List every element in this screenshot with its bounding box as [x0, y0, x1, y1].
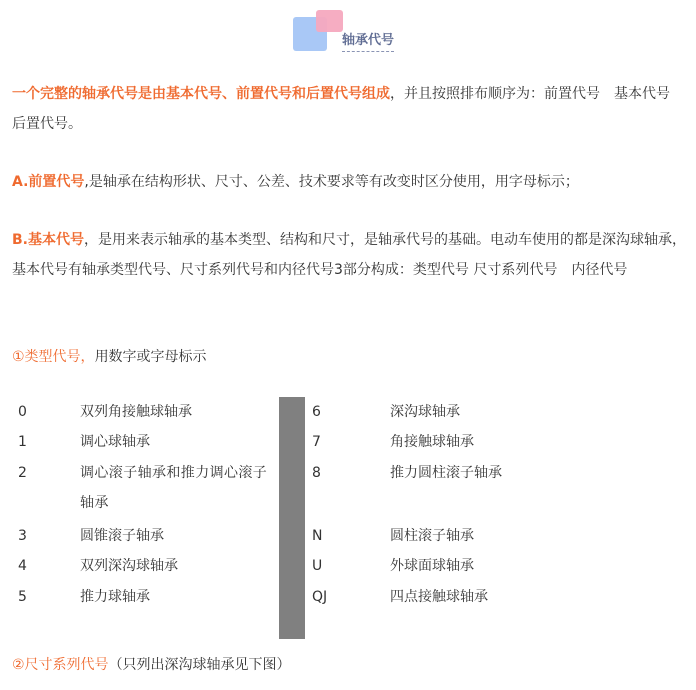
section-title: 轴承代号 [342, 29, 394, 52]
left-code: 4 [18, 558, 27, 574]
right-name: 推力圆柱滚子轴承 [390, 465, 502, 481]
left-code: 0 [18, 404, 27, 420]
size-code-label: ②尺寸系列代号 [12, 657, 109, 673]
article-header [0, 0, 696, 60]
right-code: U [312, 558, 323, 574]
left-code: 2 [18, 465, 27, 481]
size-code-text: （只列出深沟球轴承见下图） [108, 657, 291, 673]
left-code: 1 [18, 434, 27, 450]
right-name: 圆柱滚子轴承 [390, 528, 474, 544]
intro-rest: ，并且按照排布顺序为：前置代号 基本代号 后置代号。 [12, 86, 684, 132]
right-code: 8 [312, 465, 321, 481]
right-name: 外球面球轴承 [390, 558, 474, 574]
section-a-paragraph [12, 167, 688, 197]
right-name: 四点接触球轴承 [390, 589, 488, 605]
section-b-label: B.基本代号 [12, 232, 84, 248]
type-code-paragraph [12, 342, 688, 372]
intro-paragraph [12, 79, 688, 139]
left-name: 圆锥滚子轴承 [80, 528, 164, 544]
right-name: 角接触球轴承 [390, 434, 474, 450]
right-name: 深沟球轴承 [390, 404, 460, 420]
left-name: 调心球轴承 [80, 434, 150, 450]
table-divider-bar [279, 397, 305, 639]
size-code-paragraph [12, 650, 688, 680]
section-b-paragraph [12, 225, 688, 285]
section-b-text: ，是用来表示轴承的基本类型、结构和尺寸，是轴承代号的基础。电动车使用的都是深沟球轴承，基本代号有轴承类型代号、尺寸系列代号和内径代号3部分构成：类型代号 尺寸系列代号 内径代号 [12, 232, 686, 278]
left-name: 调心滚子轴承和推力调心滚子轴承 [80, 465, 268, 511]
left-name: 双列深沟球轴承 [80, 558, 178, 574]
right-code: 6 [312, 404, 321, 420]
type-code-label: ①类型代号， [12, 349, 95, 365]
right-code: QJ [312, 589, 328, 605]
section-a-text: ,是轴承在结构形状、尺寸、公差、技术要求等有改变时区分使用，用字母标示； [84, 174, 579, 190]
left-code: 5 [18, 589, 27, 605]
left-code: 3 [18, 528, 27, 544]
section-a-label: A.前置代号 [12, 174, 85, 190]
intro-highlight: 一个完整的轴承代号是由基本代号、前置代号和后置代号组成 [12, 86, 390, 102]
left-name: 双列角接触球轴承 [80, 404, 192, 420]
decor-pink-square [316, 10, 343, 32]
type-code-text: 用数字或字母标示 [94, 349, 207, 365]
bearing-type-table [0, 397, 696, 641]
left-name: 推力球轴承 [80, 589, 150, 605]
right-code: 7 [312, 434, 321, 450]
right-code: N [312, 528, 323, 544]
